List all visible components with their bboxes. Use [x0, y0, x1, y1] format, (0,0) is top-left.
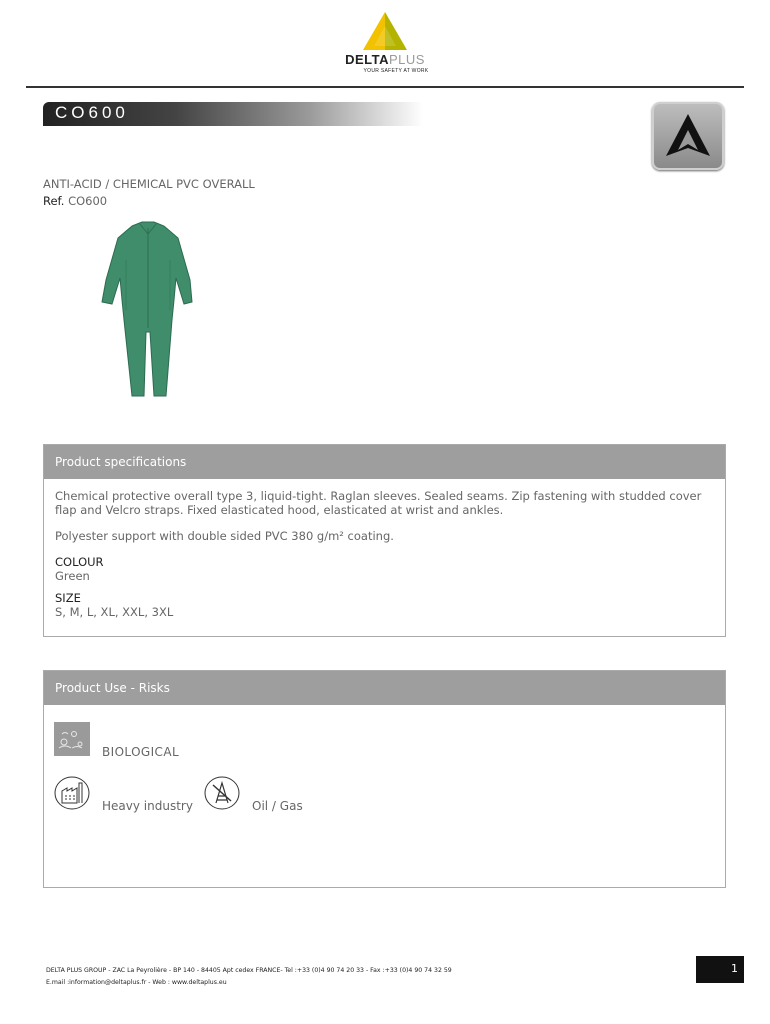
product-specifications-panel [43, 444, 726, 637]
delta-triangle-icon [652, 102, 724, 170]
footer-email-web: E.mail :information@deltaplus.fr - Web : www.deltaplus.eu [46, 979, 227, 986]
oil-gas-icon [203, 775, 241, 811]
brand-name [322, 52, 448, 67]
product-name: ANTI-ACID / CHEMICAL PVC OVERALL [43, 177, 255, 191]
brand-name-accent: PLUS [388, 52, 425, 67]
footer-contact [46, 965, 452, 989]
product-code-banner [43, 102, 423, 126]
biological-icon [54, 722, 90, 756]
delta-plus-logo [322, 12, 448, 74]
header-divider [26, 86, 744, 88]
biological-risk-label: BIOLOGICAL [102, 745, 180, 759]
heavy-industry-label: Heavy industry [102, 799, 193, 813]
oil-gas-label: Oil / Gas [252, 799, 303, 813]
colour-label: COLOUR [55, 555, 104, 569]
page-number: 1 [696, 956, 744, 983]
specification-description: Chemical protective overall type 3, liquid-tight. Raglan sleeves. Sealed seams. Zip fastening with studded cover flap and Velcro straps. Fixed elasticated hood, elasticated at wrist and ankles. [55, 489, 702, 517]
green-coverall-image [96, 220, 200, 400]
reference-value: CO600 [68, 194, 108, 208]
product-use-risks-panel [43, 670, 726, 888]
size-value: S, M, L, XL, XXL, 3XL [55, 605, 174, 619]
colour-value: Green [55, 569, 90, 583]
size-label: SIZE [55, 591, 81, 605]
risks-title: Product Use - Risks [44, 671, 725, 705]
product-code: CO600 [55, 103, 129, 122]
reference-label: Ref. [43, 194, 65, 208]
delta-plus-triangle-icon [322, 12, 448, 52]
footer-address: DELTA PLUS GROUP - ZAC La Peyrolière - BP 140 - 84405 Apt cedex FRANCE- Tel :+33 (0)4 90 74 20 33 - Fax :+33 (0)4 90 74 32 59 [46, 967, 452, 974]
specifications-title: Product specifications [44, 445, 725, 479]
product-reference [43, 194, 107, 208]
factory-icon [53, 775, 91, 811]
brand-name-main: DELTA [345, 52, 389, 67]
specification-material: Polyester support with double sided PVC 380 g/m² coating. [55, 529, 394, 543]
brand-tagline: YOUR SAFETY AT WORK [363, 68, 429, 74]
